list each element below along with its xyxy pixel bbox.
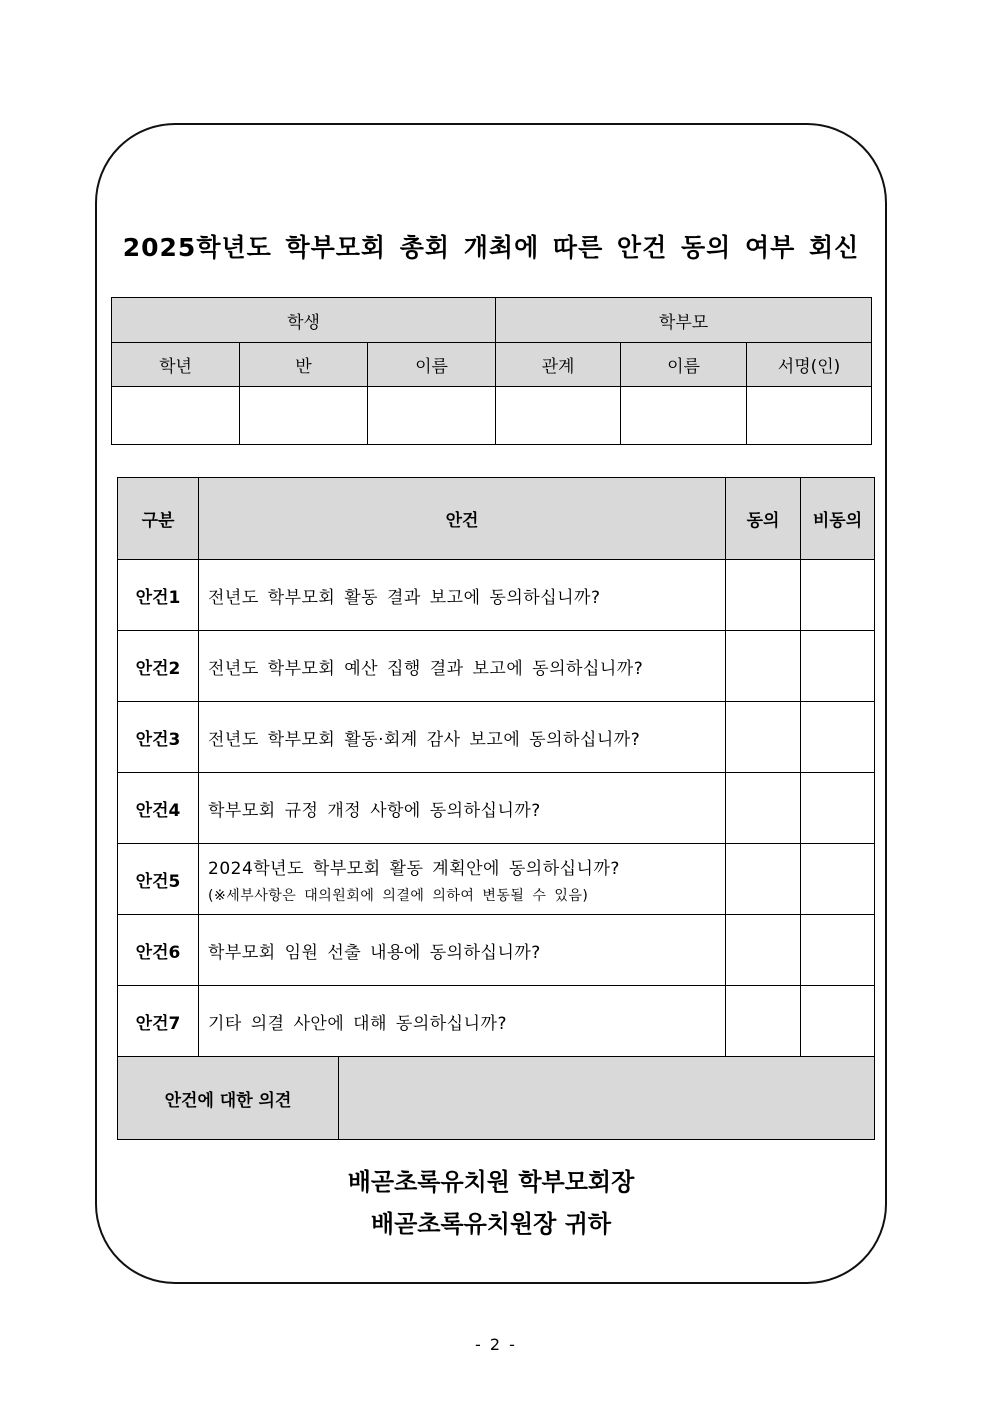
relation-input-cell[interactable]: [496, 387, 621, 445]
col-student-name-header: 이름: [368, 343, 496, 387]
agenda-label: 안건6: [118, 915, 199, 986]
agenda-note: (※세부사항은 대의원회에 의결에 의하여 변동될 수 있음): [208, 887, 589, 904]
agree-check-cell[interactable]: [726, 631, 801, 702]
agree-check-cell[interactable]: [726, 986, 801, 1057]
col-relation-header: 관계: [496, 343, 621, 387]
agenda-row: [118, 773, 875, 844]
disagree-check-cell[interactable]: [801, 773, 875, 844]
col-grade-header: 학년: [112, 343, 240, 387]
student-parent-info-table: [111, 297, 872, 445]
signature-input-cell[interactable]: [747, 387, 872, 445]
agenda-question: 전년도 학부모회 예산 집행 결과 보고에 동의하십니까?: [199, 631, 726, 702]
agenda-row: [118, 702, 875, 773]
agenda-row: [118, 631, 875, 702]
opinion-label: 안건에 대한 의견: [118, 1057, 339, 1140]
agenda-question: 학부모회 임원 선출 내용에 동의하십니까?: [199, 915, 726, 986]
agree-header: 동의: [726, 478, 801, 560]
disagree-check-cell[interactable]: [801, 986, 875, 1057]
student-name-input-cell[interactable]: [368, 387, 496, 445]
parent-group-header: 학부모: [496, 298, 872, 343]
opinion-input-cell[interactable]: [339, 1057, 875, 1140]
agree-check-cell[interactable]: [726, 773, 801, 844]
student-group-header: 학생: [112, 298, 496, 343]
agenda-question-with-note: [199, 844, 726, 915]
document-title: 2025학년도 학부모회 총회 개최에 따른 안건 동의 여부 회신: [122, 233, 860, 262]
grade-input-cell[interactable]: [112, 387, 240, 445]
col-parent-name-header: 이름: [621, 343, 747, 387]
parent-name-input-cell[interactable]: [621, 387, 747, 445]
agenda-label: 안건3: [118, 702, 199, 773]
footer-recipient: 배곧초록유치원장 귀하: [370, 1210, 612, 1238]
page-number: - 2 -: [475, 1335, 517, 1354]
agree-check-cell[interactable]: [726, 702, 801, 773]
agenda-label: 안건4: [118, 773, 199, 844]
agenda-header: 안건: [199, 478, 726, 560]
disagree-check-cell[interactable]: [801, 631, 875, 702]
agenda-row: [118, 986, 875, 1057]
agenda-label: 안건5: [118, 844, 199, 915]
agenda-row: [118, 915, 875, 986]
agenda-row: [118, 844, 875, 915]
agree-check-cell[interactable]: [726, 560, 801, 631]
category-header: 구분: [118, 478, 199, 560]
disagree-check-cell[interactable]: [801, 702, 875, 773]
agenda-label: 안건1: [118, 560, 199, 631]
agree-check-cell[interactable]: [726, 844, 801, 915]
agenda-consent-table: [117, 477, 875, 1140]
agenda-label: 안건7: [118, 986, 199, 1057]
col-class-header: 반: [240, 343, 368, 387]
agenda-question: 전년도 학부모회 활동 결과 보고에 동의하십니까?: [199, 560, 726, 631]
col-signature-header: 서명(인): [747, 343, 872, 387]
disagree-check-cell[interactable]: [801, 560, 875, 631]
footer-sender: 배곧초록유치원 학부모회장: [347, 1168, 635, 1196]
agenda-row: [118, 560, 875, 631]
agenda-question-text: 2024학년도 학부모회 활동 계획안에 동의하십니까?: [208, 858, 620, 879]
disagree-check-cell[interactable]: [801, 915, 875, 986]
disagree-header: 비동의: [801, 478, 875, 560]
agenda-question: 기타 의결 사안에 대해 동의하십니까?: [199, 986, 726, 1057]
agenda-label: 안건2: [118, 631, 199, 702]
agenda-question: 학부모회 규정 개정 사항에 동의하십니까?: [199, 773, 726, 844]
disagree-check-cell[interactable]: [801, 844, 875, 915]
agenda-question: 전년도 학부모회 활동·회계 감사 보고에 동의하십니까?: [199, 702, 726, 773]
agree-check-cell[interactable]: [726, 915, 801, 986]
class-input-cell[interactable]: [240, 387, 368, 445]
